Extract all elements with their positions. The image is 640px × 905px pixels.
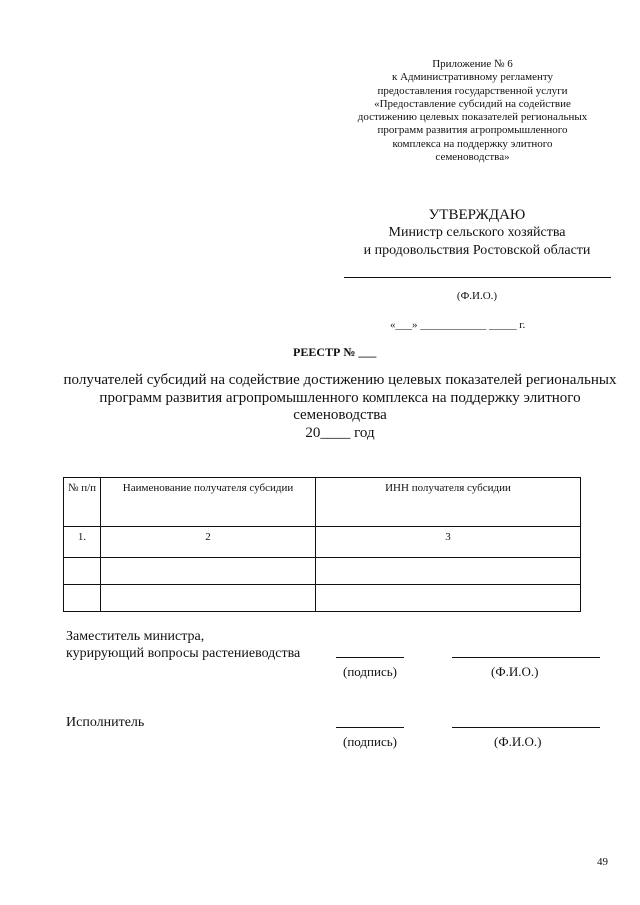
register-title: РЕЕСТР № ___	[293, 345, 377, 359]
appendix-line: предоставления государственной услуги	[377, 84, 568, 97]
appendix-line: достижению целевых показателей региональных	[357, 111, 588, 124]
deputy-position-line2: курирующий вопросы растениеводства	[66, 646, 301, 661]
deputy-signature-block	[66, 628, 300, 662]
header-number: № п/п	[64, 478, 101, 527]
appendix-line: Приложение № 6	[432, 58, 513, 70]
appendix-line: комплекса на поддержку элитного	[392, 137, 553, 150]
table-cell[interactable]	[64, 558, 101, 585]
register-table	[63, 477, 581, 612]
approval-fio-caption: (Ф.И.О.)	[456, 290, 498, 302]
table-cell[interactable]	[316, 585, 581, 612]
executor-label: Исполнитель	[66, 715, 145, 730]
approval-block	[342, 206, 612, 260]
header-recipient-name: Наименование получателя субсидии	[101, 478, 316, 527]
approval-position-line2: и продовольствия Ростовской области	[363, 243, 591, 258]
executor-fio-caption: (Ф.И.О.)	[494, 734, 542, 749]
numbering-cell: 2	[101, 527, 316, 558]
deputy-signature-caption: (подпись)	[343, 664, 397, 679]
register-year: 20____ год	[305, 424, 375, 441]
deputy-signature-line	[336, 657, 404, 658]
table-numbering-row	[64, 527, 581, 558]
numbering-cell: 3	[316, 527, 581, 558]
appendix-line: семеноводства»	[435, 151, 510, 164]
table-cell[interactable]	[316, 558, 581, 585]
register-description	[60, 372, 620, 442]
table-header-row	[64, 478, 581, 527]
table-cell[interactable]	[101, 558, 316, 585]
numbering-cell: 1.	[64, 527, 101, 558]
appendix-header	[330, 58, 615, 164]
page-number: 49	[597, 856, 608, 868]
approval-title: УТВЕРЖДАЮ	[428, 207, 526, 223]
table-cell[interactable]	[64, 585, 101, 612]
table-cell[interactable]	[101, 585, 316, 612]
deputy-position-line1: Заместитель министра,	[66, 629, 205, 644]
appendix-line: к Административному регламенту	[391, 71, 554, 84]
approval-signature-line	[344, 277, 611, 278]
executor-signature-line	[336, 727, 404, 728]
deputy-fio-caption: (Ф.И.О.)	[491, 664, 539, 679]
deputy-fio-line	[452, 657, 600, 658]
appendix-line: программ развития агропромышленного	[377, 124, 568, 137]
executor-fio-line	[452, 727, 600, 728]
approval-date-line: «___» ____________ _____ г.	[390, 319, 526, 331]
table-row	[64, 558, 581, 585]
approval-position-line1: Министр сельского хозяйства	[388, 225, 566, 240]
table-row	[64, 585, 581, 612]
appendix-line: «Предоставление субсидий на содействие	[374, 97, 571, 110]
executor-signature-caption: (подпись)	[343, 734, 397, 749]
header-recipient-inn: ИНН получателя субсидии	[316, 478, 581, 527]
register-description-text: получателей субсидий на содействие достижению целевых показателей региональных программ развития агропромышленного комплекса на поддержку элитного семеноводства	[63, 372, 617, 423]
